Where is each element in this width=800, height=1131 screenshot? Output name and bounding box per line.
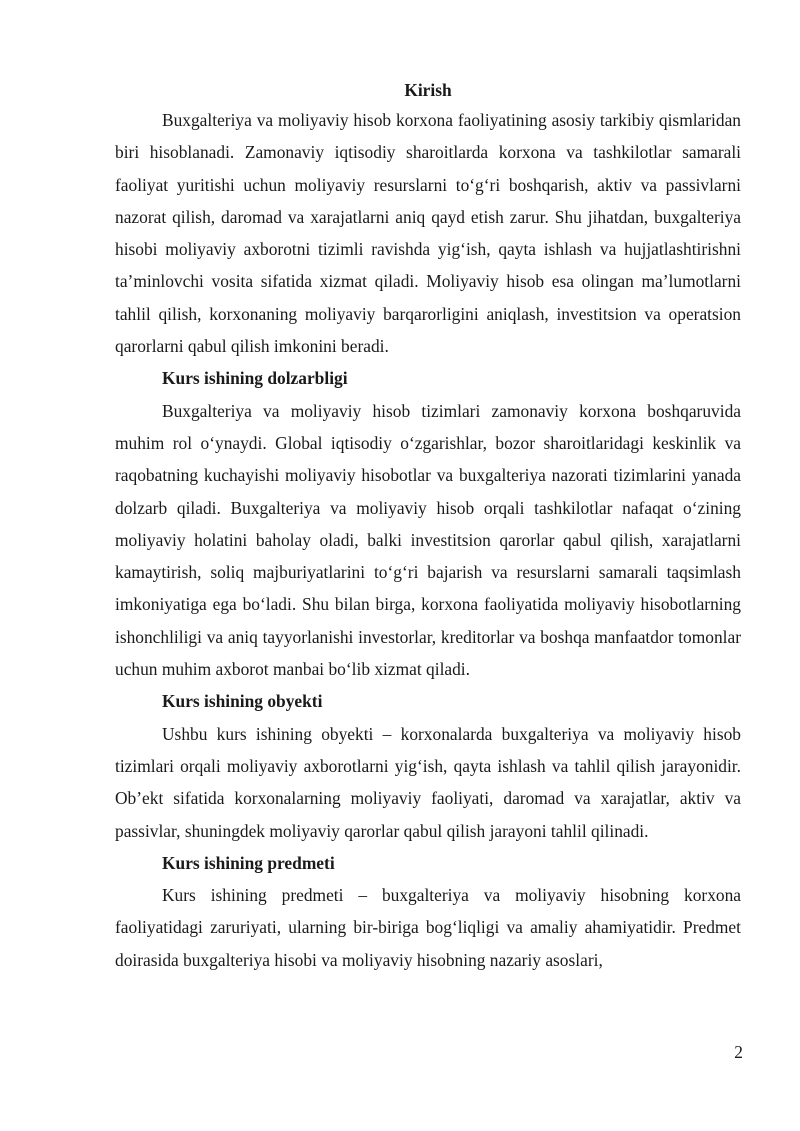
section-heading-relevance: Kurs ishining dolzarbligi: [162, 368, 348, 389]
section-heading-subject: Kurs ishining predmeti: [162, 852, 335, 873]
section-paragraph-subject: Kurs ishining predmeti – buxgalteriya va moliyaviy hisobning korxona faoliyatidagi zaruriyati, ularning bir-biriga bog‘liqligi va amaliy ahamiyatidir. Predmet doirasida buxgalteriya hisobi va moliyaviy hisobning nazariy asoslari,: [115, 885, 741, 970]
page-title: Kirish: [404, 80, 452, 100]
section-paragraph-object: Ushbu kurs ishining obyekti – korxonalarda buxgalteriya va moliyaviy hisob tizimlari orqali moliyaviy axborotlarni yig‘ish, qayta ishlash va tahlil qilish jarayonidir. Ob’ekt sifatida korxonalarning moliyaviy faoliyati, daromad va xarajatlar, aktiv va passivlar, shuningdek moliyaviy qarorlar qabul qilish jarayoni tahlil qilinadi.: [115, 723, 741, 841]
section-paragraph-relevance: Buxgalteriya va moliyaviy hisob tizimlari zamonaviy korxona boshqaruvida muhim rol o‘ynaydi. Global iqtisodiy o‘zgarishlar, bozor sharoitlaridagi keskinlik va raqobatning kuchayishi moliyaviy hisobotlar va buxgalteriya nazorati tizimlarini yanada dolzarb qiladi. Buxgalteriya va moliyaviy hisob orqali tashkilotlar nafaqat o‘zining moliyaviy holatini baholay oladi, balki investitsion qarorlar qabul qilish, xarajatlarni kamaytirish, soliq majburiyatlarini to‘g‘ri bajarish va resurslarni samarali taqsimlash imkoniyatiga ega bo‘ladi. Shu bilan birga, korxona faoliyatida moliyaviy hisobotlarning ishonchliligi va aniq tayyorlanishi investorlar, kreditorlar va boshqa manfaatdor tomonlar uchun muhim axborot manbai bo‘lib xizmat qiladi.: [115, 400, 741, 680]
page-number: 2: [734, 1042, 743, 1062]
intro-paragraph: Buxgalteriya va moliyaviy hisob korxona faoliyatining asosiy tarkibiy qismlaridan biri hisoblanadi. Zamonaviy iqtisodiy sharoitlarda korxona va tashkilotlar samarali faoliyat yuritishi uchun moliyaviy resurslarni to‘g‘ri boshqarish, aktiv va passivlarni nazorat qilish, daromad va xarajatlarni aniq qayd etish zarur. Shu jihatdan, buxgalteriya hisobi moliyaviy axborotni tizimli ravishda yig‘ish, qayta ishlash va hujjatlashtirishni ta’minlovchi vosita sifatida xizmat qiladi. Moliyaviy hisob esa olingan ma’lumotlarni tahlil qilish, korxonaning moliyaviy barqarorligini aniqlash, investitsion va operatsion qarorlarni qabul qilish imkonini beradi.: [115, 110, 741, 357]
document-page: [115, 76, 741, 976]
section-heading-object: Kurs ishining obyekti: [162, 691, 323, 712]
